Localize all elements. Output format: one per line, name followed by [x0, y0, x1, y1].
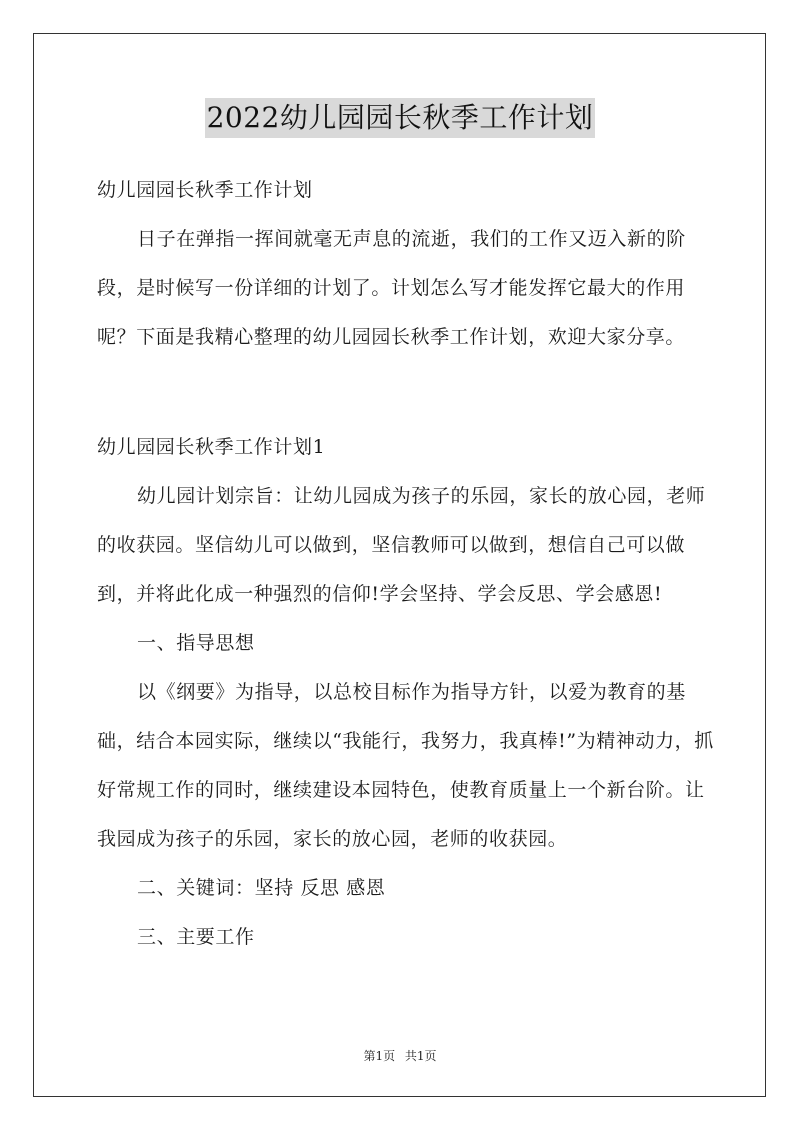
intro-paragraph: 日子在弹指一挥间就毫无声息的流逝，我们的工作又迈入新的阶段，是时候写一份详细的计划了。计划怎么写才能发挥它最大的作用呢？下面是我精心整理的幼儿园园长秋季工作计划，欢迎大家分享。 — [97, 228, 686, 348]
page-footer: 第1页 共1页 — [363, 1049, 437, 1063]
paragraph-gap — [97, 362, 717, 423]
document-body — [97, 166, 717, 962]
item2-heading: 二、关键词：坚持 反思 感恩 — [137, 877, 386, 899]
item1-heading: 一、指导思想 — [137, 632, 255, 654]
title-container — [0, 98, 800, 138]
document-subtitle: 幼儿园园长秋季工作计划 — [97, 179, 313, 201]
item3-heading: 三、主要工作 — [137, 926, 255, 948]
section1-heading: 幼儿园园长秋季工作计划1 — [97, 436, 326, 458]
purpose-paragraph: 幼儿园计划宗旨：让幼儿园成为孩子的乐园，家长的放心园，老师的收获园。坚信幼儿可以做到，坚信教师可以做到，想信自己可以做到，并将此化成一种强烈的信仰!学会坚持、学会反思、学会感恩! — [97, 485, 706, 605]
item1-paragraph: 以《纲要》为指导，以总校目标作为指导方针，以爱为教育的基础，结合本园实际，继续以“我能行，我努力，我真棒!”为精神动力，抓好常规工作的同时，继续建设本园特色，使教育质量上一个新台阶。让我园成为孩子的乐园，家长的放心园，老师的收获园。 — [97, 681, 714, 850]
document-title: 2022幼儿园园长秋季工作计划 — [205, 98, 596, 138]
